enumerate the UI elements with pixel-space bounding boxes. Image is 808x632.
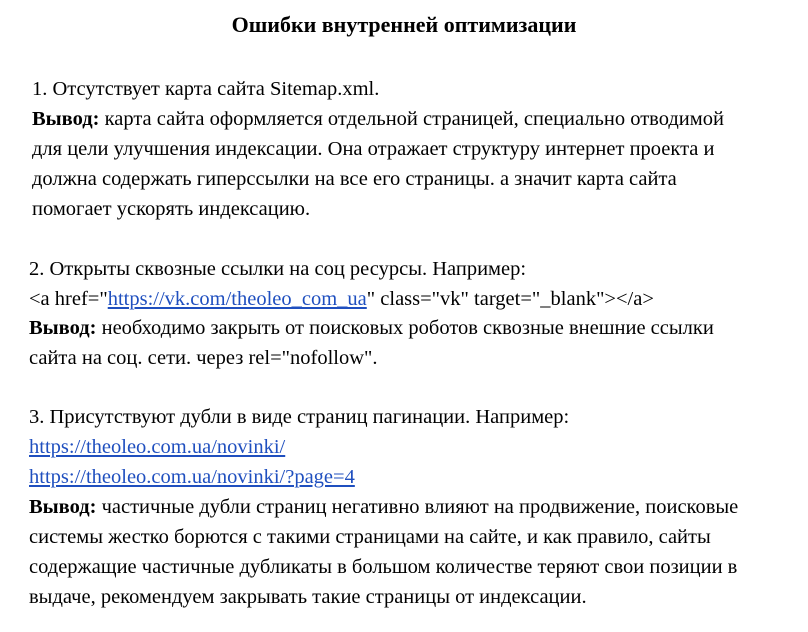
vk-link[interactable]: https://vk.com/theoleo_com_ua [107,288,367,310]
section-1-conclusion-line-3: должна содержать гиперссылки на все его страницы. а значит карта сайта [32,168,677,190]
section-1-conclusion-line-4: помогает ускорять индексацию. [32,198,311,220]
pagination-link-2[interactable]: https://theoleo.com.ua/novinki/?page=4 [29,466,355,488]
section-2-conclusion-label: Вывод: [29,317,97,339]
section-3-heading: 3. Присутствуют дубли в виде страниц пагинации. Например: [29,406,570,428]
section-2-heading: 2. Открыты сквозные ссылки на соц ресурсы. Например: [29,258,527,280]
section-3-link-2-row [29,462,355,492]
section-3-conclusion-label: Вывод: [29,496,97,518]
section-3-conclusion-text: частичные дубли страниц негативно влияют на продвижение, поисковые [96,496,739,518]
section-3-conclusion-line-1 [29,492,738,522]
section-3-conclusion-line-3: содержащие частичные дубликаты в большом количестве теряют свои позиции в [29,556,738,578]
section-1-conclusion-label: Вывод: [32,108,100,130]
pagination-link-1[interactable]: https://theoleo.com.ua/novinki/ [29,436,286,458]
section-2-conclusion-text: необходимо закрыть от поисковых роботов сквозные внешние ссылки [96,317,714,339]
code-suffix: " class="vk" target="_blank"></a> [366,288,654,310]
section-3-conclusion-line-2: системы жестко борются с такими страницами на сайте, и как правило, сайты [29,526,711,548]
code-prefix: <a href=" [29,288,108,310]
section-3-conclusion-line-4: выдаче, рекомендуем закрывать такие страницы от индексации. [29,586,587,608]
section-2-code-example [29,284,654,314]
section-1-conclusion-line-2: для цели улучшения индексации. Она отражает структуру интернет проекта и [32,138,715,160]
section-2-conclusion-line-1 [29,313,714,343]
section-2-conclusion-line-2: сайта на соц. сети. через rel="nofollow". [29,347,378,369]
section-1-conclusion-line-1 [32,104,724,134]
page-title: Ошибки внутренней оптимизации [231,12,577,37]
section-1-conclusion-text: карта сайта оформляется отдельной страницей, специально отводимой [99,108,724,130]
section-1-heading: 1. Отсутствует карта сайта Sitemap.xml. [32,78,380,100]
section-3-link-1-row [29,432,285,462]
